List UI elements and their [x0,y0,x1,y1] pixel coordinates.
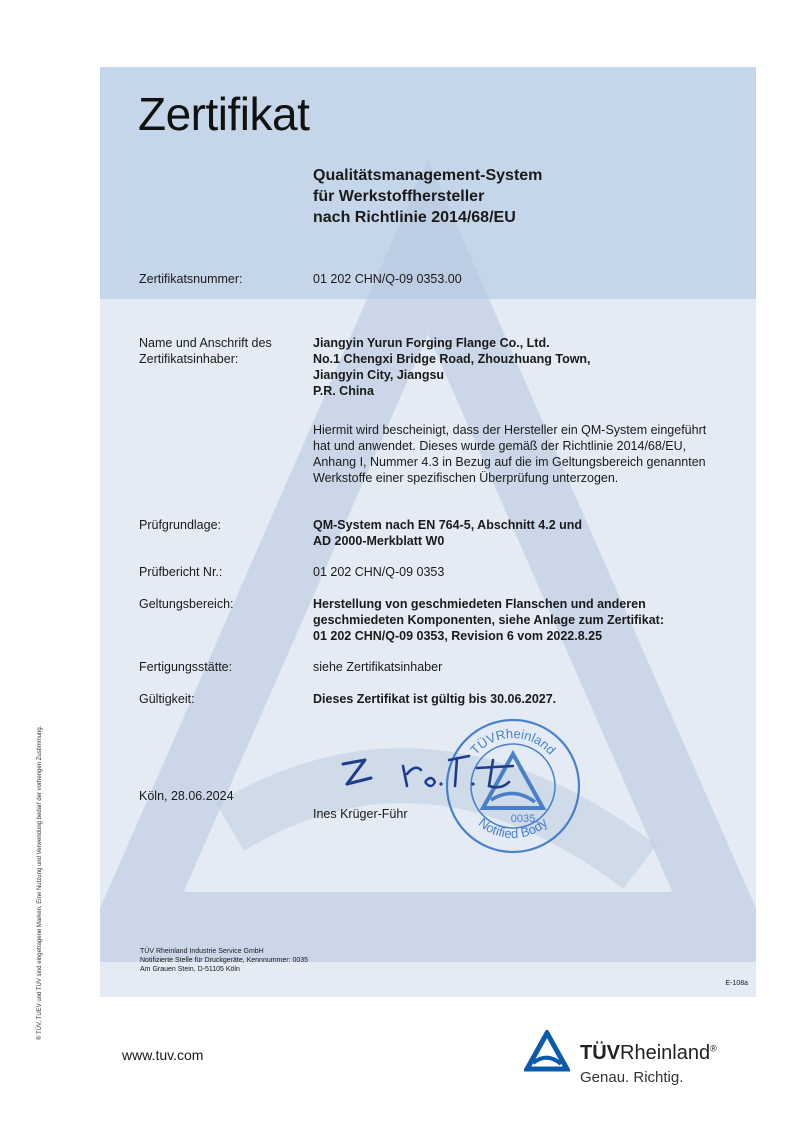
handwritten-signature [337,746,517,796]
certificate-title: Zertifikat [138,88,310,140]
validity-label: Gültigkeit: [139,692,195,706]
scope-value: Herstellung von geschmiedeten Flanschen und anderen geschmiedeten Komponenten, siehe Anlage zum Zertifikat: 01 202 CHN/Q-09 0353, Revision 6 vom 2022.8.25 [313,597,664,643]
stamp-top-text: TÜVRheinland [467,725,559,758]
subtitle-line: für Werkstoffhersteller [313,188,485,205]
basis-label: Prüfgrundlage: [139,518,222,532]
certificate-number-label: Zertifikatsnummer: [139,272,243,286]
basis-value: QM-System nach EN 764-5, Abschnitt 4.2 und AD 2000-Merkblatt W0 [313,518,583,548]
place-date: Köln, 28.06.2024 [139,789,234,803]
subtitle-line: Qualitätsmanagement-System [313,167,543,184]
logo-tuv: TÜV [580,1042,620,1064]
report-value: 01 202 CHN/Q-09 0353 [313,565,445,579]
report-label: Prüfbericht Nr.: [139,565,223,579]
slogan: Genau. Richtig. [580,1069,684,1086]
certificate-subtitle [313,165,733,228]
logo-rheinland: Rheinland [620,1042,711,1064]
tuv-logo-icon [524,1030,570,1072]
website-link[interactable]: www.tuv.com [122,1047,204,1063]
stamp-bottom-text: Notified Body [475,814,551,842]
scope-label: Geltungsbereich: [139,597,234,611]
stamp-number: 0035 [510,813,536,825]
site-label: Fertigungsstätte: [139,660,233,674]
issuer-address: TÜV Rheinland Industrie Service GmbH Notifizierte Stelle für Druckgeräte, Kennnummer: 0035 Am Grauen Stein, D-51105 Köln [140,948,309,973]
site-value: siehe Zertifikatsinhaber [313,660,443,674]
holder-label: Name und Anschrift des Zertifikatsinhaber: [139,336,272,366]
validity-value: Dieses Zertifikat ist gültig bis 30.06.2027. [313,692,557,706]
certification-statement: Hiermit wird bescheinigt, dass der Hersteller ein QM-System eingeführt hat und anwendet. Dieses wurde gemäß der Richtlinie 2014/68/EU, Anhang I, Nummer 4.3 in Bezug auf die im Geltungsbereich genannten Werkstoffe einer spezifischen Überprüfung unterzogen. [313,423,707,485]
certificate-number-value: 01 202 CHN/Q-09 0353.00 [313,272,462,286]
trademark-note: ® TÜV, TUEV und TUV sind eingetragene Marken. Eine Nutzung und Verwendung bedarf der vorherigen Zustimmung. [37,725,43,1040]
subtitle-line: nach Richtlinie 2014/68/EU [313,209,516,226]
certificate-panel [100,67,756,997]
logo-registered: ® [710,1043,717,1054]
holder-value: Jiangyin Yurun Forging Flange Co., Ltd. No.1 Chengxi Bridge Road, Zhouzhuang Town, Jiangyin City, Jiangsu P.R. China [313,336,591,398]
signatory-name: Ines Krüger-Führ [313,807,408,821]
form-code: E-108a [725,980,748,987]
tuv-logo-wordmark [580,1042,717,1065]
